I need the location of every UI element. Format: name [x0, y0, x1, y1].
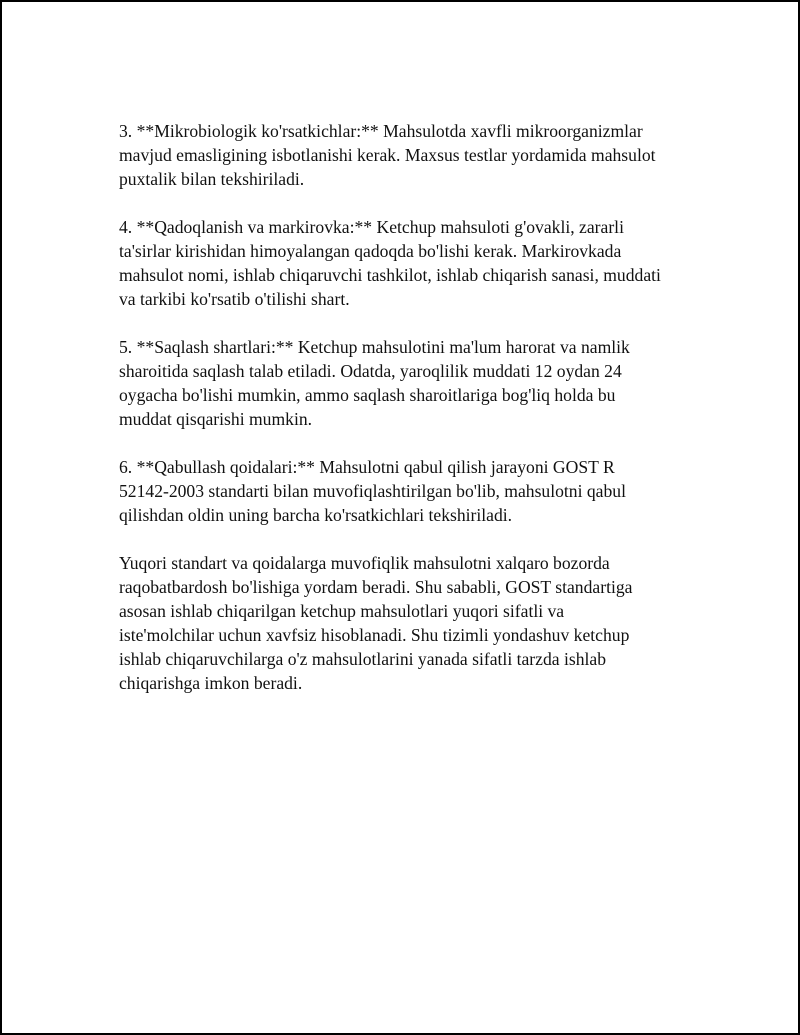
- paragraph-storage-conditions: 5. **Saqlash shartlari:** Ketchup mahsulotini ma'lum harorat va namlik sharoitida saqlash talab etiladi. Odatda, yaroqlilik muddati 12 oydan 24 oygacha bo'lishi mumkin, ammo saqlash sharoitlariga bog'liq holda bu muddat qisqarishi mumkin.: [119, 337, 630, 429]
- paragraph-packaging-labeling: 4. **Qadoqlanish va markirovka:** Ketchup mahsuloti g'ovakli, zararli ta'sirlar kirishidan himoyalangan qadoqda bo'lishi kerak. Markirovkada mahsulot nomi, ishlab chiqaruvchi tashkilot, ishlab chiqarish sanasi, muddati va tarkibi ko'rsatib o'tilishi shart.: [119, 217, 661, 309]
- paragraph-conclusion: Yuqori standart va qoidalarga muvofiqlik mahsulotni xalqaro bozorda raqobatbardosh bo'lishiga yordam beradi. Shu sababli, GOST standartiga asosan ishlab chiqarilgan ketchup mahsulotlari yuqori sifatli va iste'molchilar uchun xavfsiz hisoblanadi. Shu tizimli yondashuv ketchup ishlab chiqaruvchilarga o'z mahsulotlarini yanada sifatli tarzda ishlab chiqarishga imkon beradi.: [119, 553, 633, 693]
- paragraph-acceptance-rules: 6. **Qabullash qoidalari:** Mahsulotni qabul qilish jarayoni GOST R 52142-2003 standarti bilan muvofiqlashtirilgan bo'lib, mahsulotni qabul qilishdan oldin uning barcha ko'rsatkichlari tekshiriladi.: [119, 457, 626, 525]
- document-body: [119, 119, 699, 719]
- paragraph-microbiological-indicators: 3. **Mikrobiologik ko'rsatkichlar:** Mahsulotda xavfli mikroorganizmlar mavjud emasligining isbotlanishi kerak. Maxsus testlar yordamida mahsulot puxtalik bilan tekshiriladi.: [119, 121, 656, 189]
